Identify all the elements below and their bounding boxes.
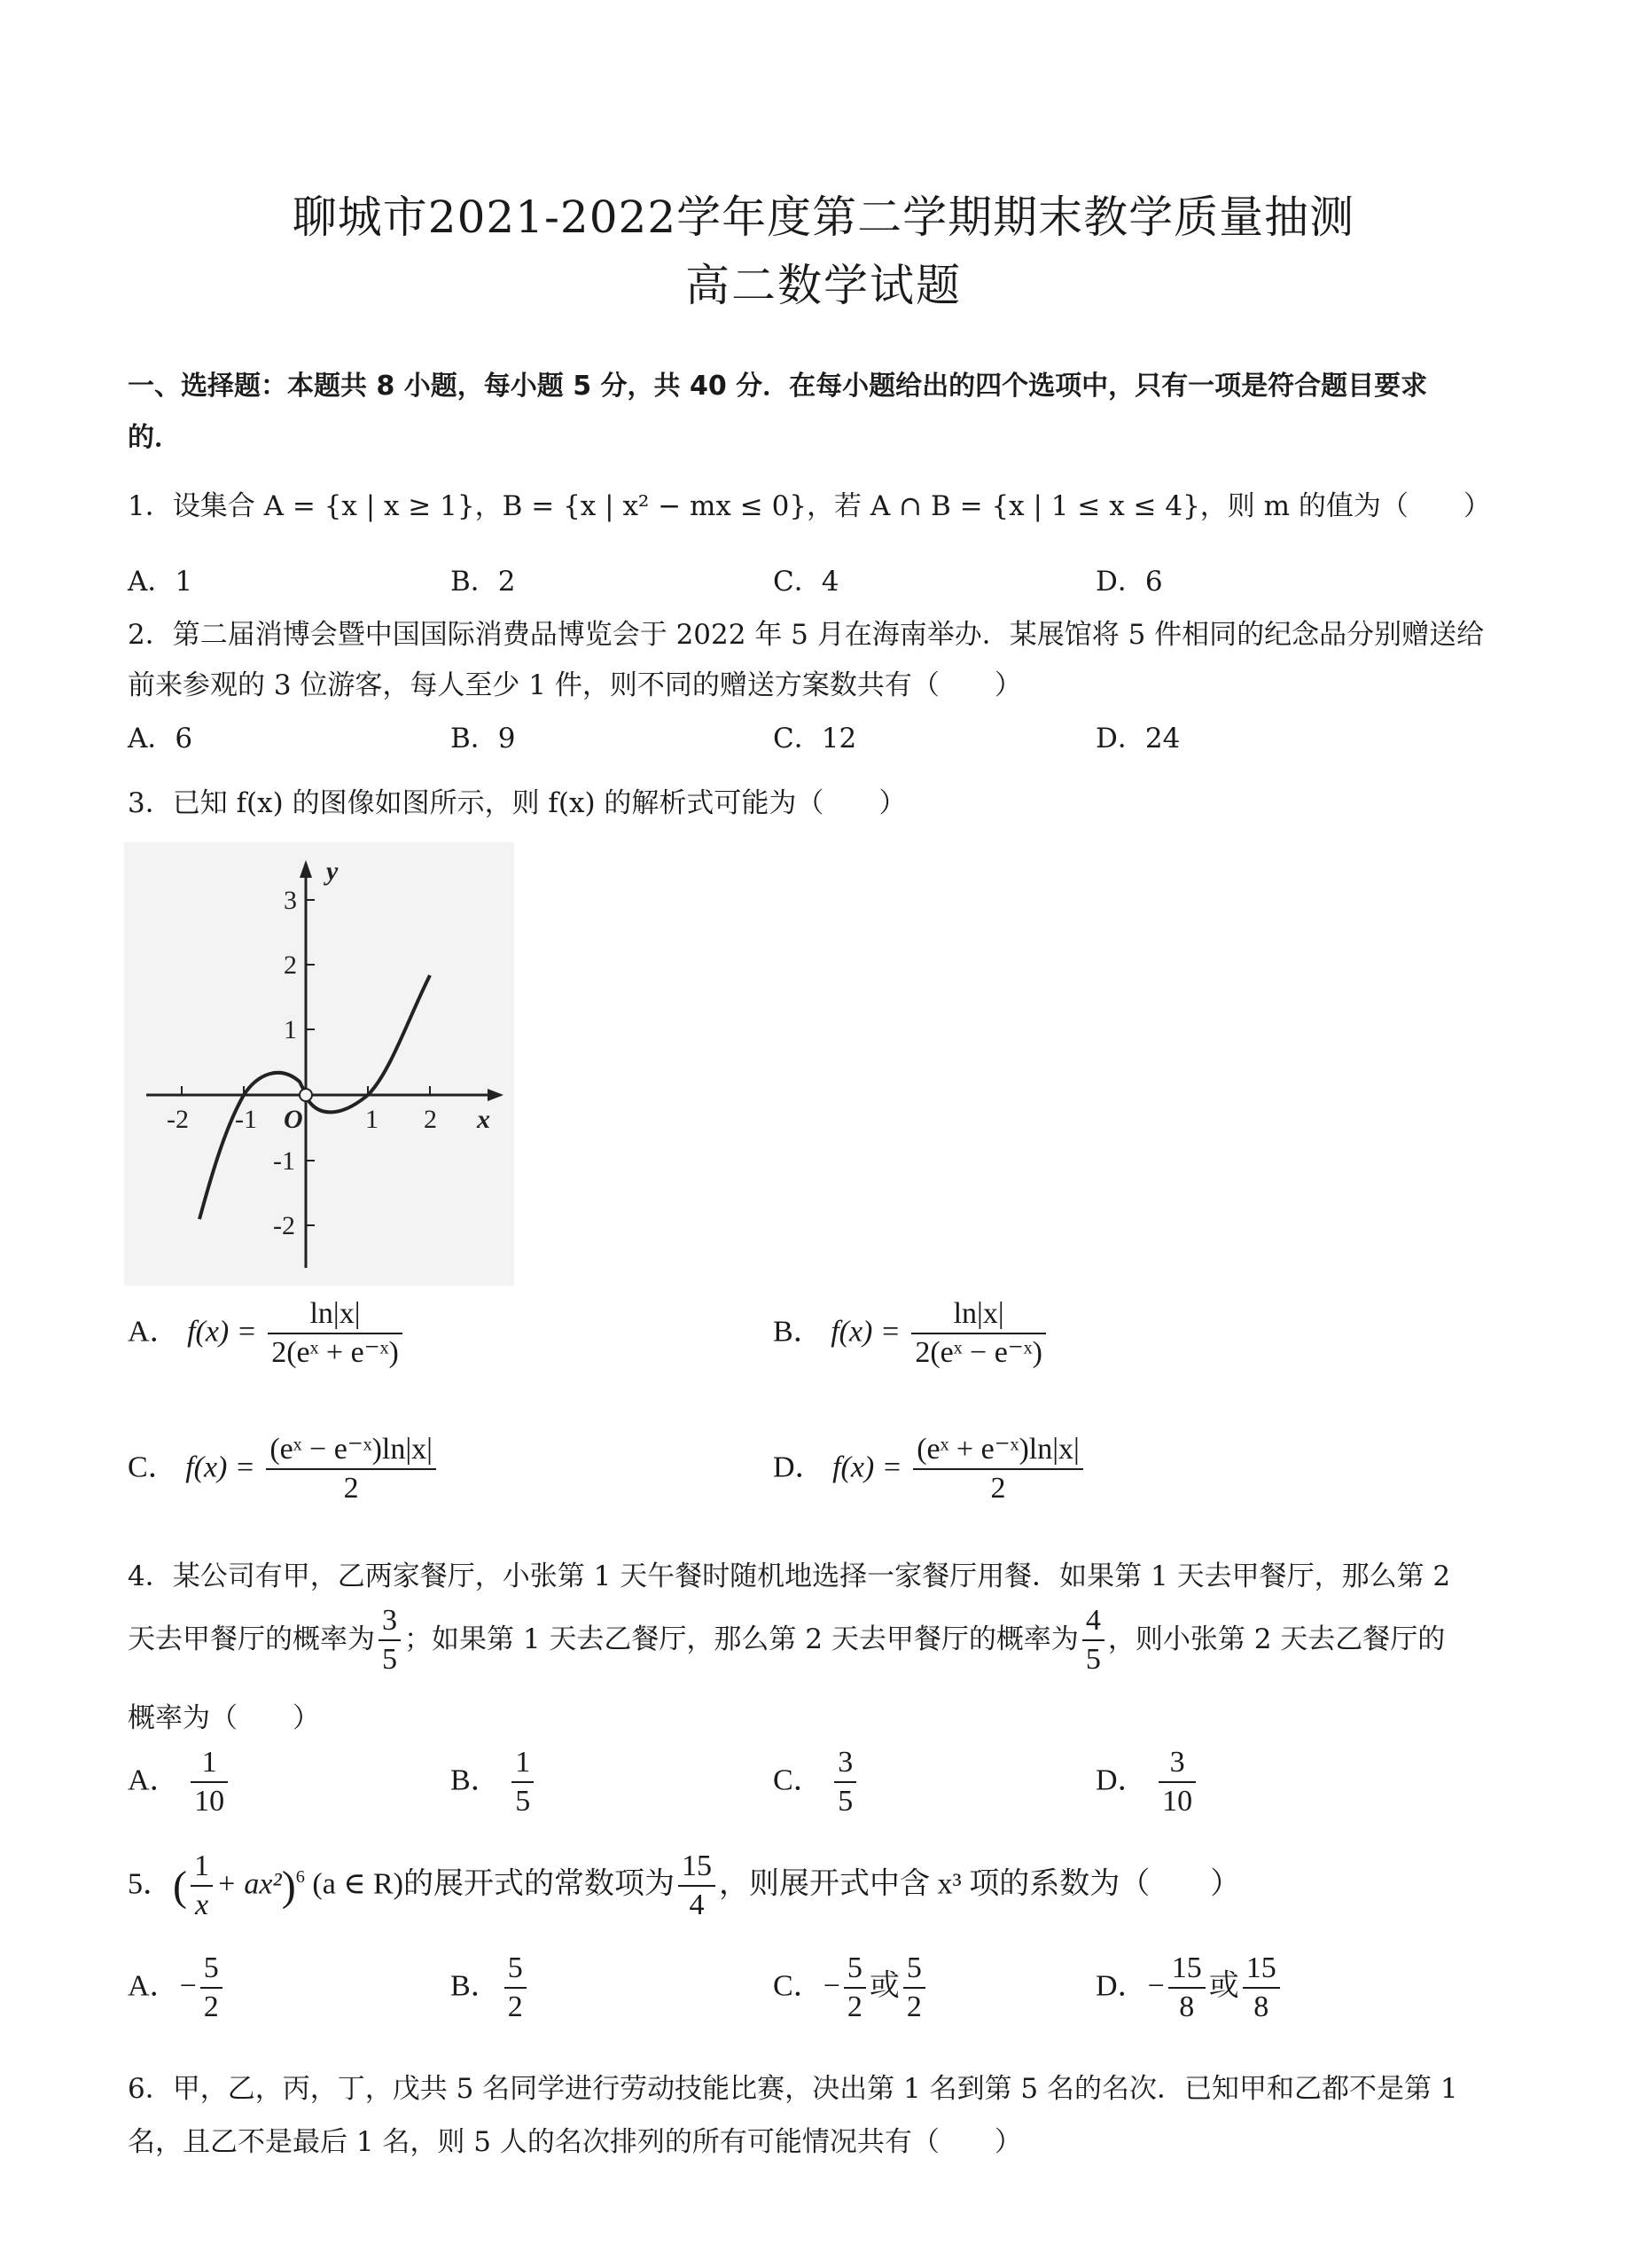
q1-option-b: B．2 <box>450 566 516 598</box>
q5-option-c <box>773 1951 929 2026</box>
text-segment: ，则展开式中含 x³ 项的系数为（ ） <box>719 1867 1241 1901</box>
fraction <box>266 1432 436 1507</box>
right-paren: ) <box>281 1863 296 1911</box>
fraction <box>913 1432 1083 1507</box>
question-3: 3．已知 f(x) 的图像如图所示，则 f(x) 的解析式可能为（ ） <box>128 787 907 819</box>
minus-sign: − <box>1147 1969 1165 2003</box>
numerator: 3 <box>379 1603 401 1641</box>
option-label: A． <box>128 1315 180 1349</box>
q2-option-b: B．9 <box>450 723 516 755</box>
question-4-line2 <box>128 1603 1445 1678</box>
option-label: C． <box>773 1764 824 1797</box>
x-axis-arrow <box>488 1089 503 1101</box>
function-graph <box>124 842 514 1286</box>
condition: (a ∈ R) <box>312 1867 403 1901</box>
numerator: 5 <box>504 1951 527 1989</box>
numerator: ln|x| <box>911 1296 1046 1334</box>
q2-option-d: D．24 <box>1096 723 1181 755</box>
numerator: 5 <box>903 1951 925 1989</box>
denominator: 5 <box>838 1784 854 1818</box>
numerator: 1 <box>191 1849 213 1887</box>
fraction <box>379 1603 401 1678</box>
denominator: 2(eˣ + e⁻ˣ) <box>271 1335 399 1369</box>
fraction <box>268 1296 402 1372</box>
denominator: x <box>194 1888 209 1921</box>
denominator: 5 <box>1085 1642 1101 1676</box>
q4-option-d <box>1096 1745 1199 1820</box>
option-lhs: f(x) = <box>187 1315 257 1349</box>
left-paren: ( <box>173 1863 187 1911</box>
option-label: B． <box>450 1969 501 2003</box>
text-segment: 天去甲餐厅的概率为 <box>128 1623 375 1656</box>
denominator: 2 <box>507 1990 523 2023</box>
q5-option-a <box>128 1951 226 2026</box>
x-tick-label: -2 <box>167 1105 189 1134</box>
q5-option-b <box>450 1951 530 2026</box>
fraction <box>1082 1603 1105 1678</box>
fraction <box>834 1745 856 1820</box>
denominator: 2 <box>990 1471 1006 1505</box>
numerator: 15 <box>678 1849 715 1887</box>
option-lhs: f(x) = <box>832 1451 902 1484</box>
denominator: 2 <box>203 1990 219 2023</box>
function-graph-svg <box>124 842 514 1286</box>
numerator: 15 <box>1168 1951 1206 1989</box>
option-label: D． <box>773 1451 825 1484</box>
numerator: (eˣ + e⁻ˣ)ln|x| <box>913 1432 1083 1470</box>
q3-option-a <box>128 1296 406 1372</box>
question-2-line2: 前来参观的 3 位游客，每人至少 1 件，则不同的赠送方案数共有（ ） <box>128 669 1022 701</box>
or-word: 或 <box>1208 1969 1239 2003</box>
question-5 <box>128 1849 1240 1924</box>
section-heading-cont: 的． <box>128 422 181 453</box>
option-label: A． <box>128 1764 180 1797</box>
x-tick-label: -1 <box>235 1105 257 1134</box>
option-lhs: f(x) = <box>831 1315 901 1349</box>
denominator: 2(eˣ − e⁻ˣ) <box>915 1335 1042 1369</box>
denominator: 2 <box>343 1471 359 1505</box>
q4-option-b <box>450 1745 537 1820</box>
q2-option-c: C．12 <box>773 723 857 755</box>
x-tick-label: 1 <box>365 1105 379 1134</box>
denominator: 2 <box>847 1990 863 2023</box>
q1-option-a: A．1 <box>128 566 193 598</box>
question-4-line1: 4．某公司有甲，乙两家餐厅，小张第 1 天午餐时随机地选择一家餐厅用餐．如果第 1 天去甲餐厅，那么第 2 <box>128 1560 1451 1592</box>
option-label: D． <box>1096 1969 1148 2003</box>
curve-right-branch <box>308 975 430 1112</box>
fraction <box>191 1745 228 1820</box>
question-2-line1: 2．第二届消博会暨中国国际消费品博览会于 2022 年 5 月在海南举办．某展馆将 5 件相同的纪念品分别赠送给 <box>128 619 1485 651</box>
numerator: 3 <box>1159 1745 1196 1783</box>
fraction <box>511 1745 534 1820</box>
fraction <box>1168 1951 1206 2026</box>
y-tick-label: 1 <box>284 1015 297 1044</box>
denominator: 5 <box>382 1642 397 1676</box>
option-label: B． <box>773 1315 824 1349</box>
section-heading: 一、选择题：本题共 8 小题，每小题 5 分，共 40 分．在每小题给出的四个选项中，只有一项是符合题目要求 <box>128 371 1428 402</box>
y-tick-label: 2 <box>284 950 297 980</box>
minus-sign: − <box>179 1969 197 2003</box>
denominator: 8 <box>1253 1990 1269 2023</box>
denominator: 10 <box>194 1784 225 1818</box>
option-label: A． <box>128 1969 180 2003</box>
fraction <box>191 1849 213 1924</box>
minus-sign: − <box>823 1969 840 2003</box>
numerator: ln|x| <box>268 1296 402 1334</box>
numerator: 15 <box>1243 1951 1280 1989</box>
exam-title: 聊城市2021-2022学年度第二学期期末教学质量抽测 <box>292 192 1355 243</box>
denominator: 5 <box>515 1784 531 1818</box>
q5-option-d <box>1096 1951 1284 2026</box>
q4-option-c <box>773 1745 860 1820</box>
y-axis-arrow <box>300 860 312 878</box>
numerator: 5 <box>844 1951 866 1989</box>
fraction <box>911 1296 1046 1372</box>
text-segment: ，则小张第 2 天去乙餐厅的 <box>1107 1623 1446 1656</box>
y-tick-label: 3 <box>284 886 297 915</box>
fraction <box>1243 1951 1280 2026</box>
denominator: 8 <box>1179 1990 1195 2023</box>
denominator: 4 <box>689 1888 705 1921</box>
q3-option-b <box>773 1296 1050 1372</box>
question-4-line3: 概率为（ ） <box>128 1702 320 1734</box>
question-number: 5． <box>128 1867 173 1901</box>
option-label: C． <box>128 1451 178 1484</box>
numerator: 4 <box>1082 1603 1105 1641</box>
question-1: 1．设集合 A = {x | x ≥ 1}，B = {x | x² − mx ≤ 0}，若 A ∩ B = {x | 1 ≤ x ≤ 4}，则 m 的值为（ ） <box>128 490 1491 522</box>
option-label: C． <box>773 1969 824 2003</box>
question-6-line2: 名，且乙不是最后 1 名，则 5 人的名次排列的所有可能情况共有（ ） <box>128 2126 1022 2158</box>
numerator: (eˣ − e⁻ˣ)ln|x| <box>266 1432 436 1470</box>
expr-rest: + ax² <box>215 1867 282 1901</box>
y-axis-label: y <box>326 856 339 886</box>
y-tick-label: -1 <box>273 1146 295 1176</box>
q3-option-c <box>128 1432 440 1507</box>
text-segment: 的展开式的常数项为 <box>403 1867 675 1901</box>
numerator: 3 <box>834 1745 856 1783</box>
fraction <box>678 1849 715 1924</box>
numerator: 5 <box>200 1951 222 1989</box>
x-axis-label: x <box>477 1105 490 1134</box>
denominator: 2 <box>906 1990 922 2023</box>
q1-option-d: D．6 <box>1096 566 1163 598</box>
exponent: 6 <box>295 1867 305 1888</box>
fraction <box>1159 1745 1196 1820</box>
text-segment: ；如果第 1 天去乙餐厅，那么第 2 天去甲餐厅的概率为 <box>404 1623 1079 1656</box>
numerator: 1 <box>191 1745 228 1783</box>
denominator: 10 <box>1162 1784 1193 1818</box>
option-label: B． <box>450 1764 501 1797</box>
q1-option-c: C．4 <box>773 566 839 598</box>
option-lhs: f(x) = <box>185 1451 255 1484</box>
origin-hole <box>300 1089 312 1101</box>
numerator: 1 <box>511 1745 534 1783</box>
y-tick-label: -2 <box>273 1211 295 1240</box>
fraction <box>504 1951 527 2026</box>
option-label: D． <box>1096 1764 1148 1797</box>
fraction <box>200 1951 222 2026</box>
origin-label: O <box>284 1105 303 1134</box>
exam-subtitle: 高二数学试题 <box>685 260 962 311</box>
fraction <box>844 1951 866 2026</box>
q4-option-a <box>128 1745 231 1820</box>
or-word: 或 <box>869 1969 900 2003</box>
question-6-line1: 6．甲，乙，丙，丁，戊共 5 名同学进行劳动技能比赛，决出第 1 名到第 5 名的名次．已知甲和乙都不是第 1 <box>128 2073 1458 2105</box>
q3-option-d <box>773 1432 1087 1507</box>
q2-option-a: A．6 <box>128 723 193 755</box>
fraction <box>903 1951 925 2026</box>
x-tick-label: 2 <box>424 1105 437 1134</box>
